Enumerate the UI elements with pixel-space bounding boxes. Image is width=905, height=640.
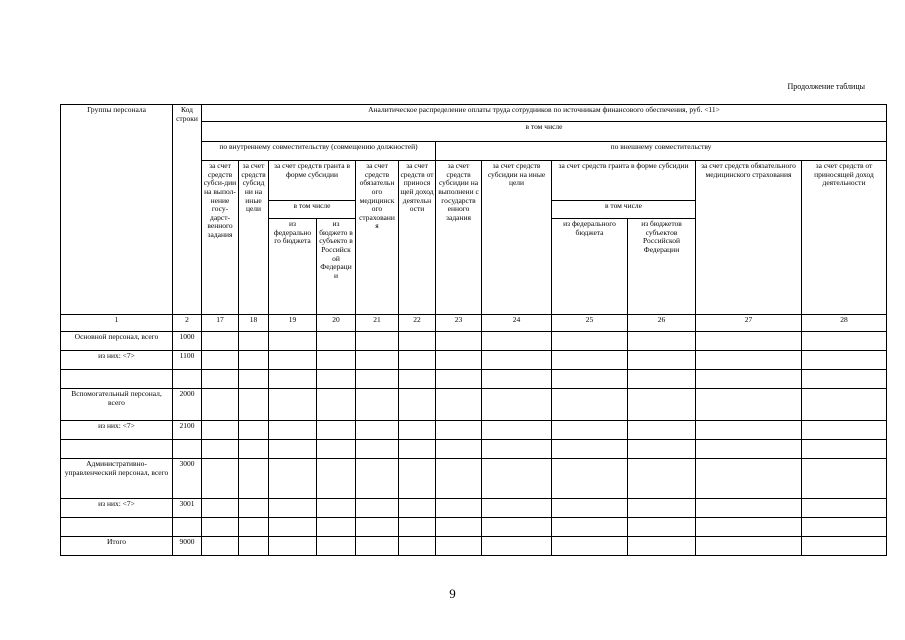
table-row (61, 389, 887, 421)
row-code: 1100 (173, 351, 202, 370)
colnum: 25 (552, 315, 628, 332)
table-row (61, 440, 887, 459)
row-label: из них: <7> (61, 351, 173, 370)
colnum: 22 (399, 315, 436, 332)
colnum: 20 (317, 315, 356, 332)
row-label: из них: <7> (61, 499, 173, 518)
colnum: 17 (202, 315, 239, 332)
colnum: 28 (802, 315, 887, 332)
row-label: Административно-управленческий персонал, всего (61, 459, 173, 499)
salary-distribution-table (60, 104, 887, 556)
colnum: 23 (436, 315, 482, 332)
column-number-row (61, 315, 887, 332)
row-code: 2100 (173, 421, 202, 440)
table-row (61, 370, 887, 389)
colnum: 19 (269, 315, 317, 332)
colnum: 1 (61, 315, 173, 332)
table-row (61, 332, 887, 351)
colnum: 18 (239, 315, 269, 332)
table-row (61, 351, 887, 370)
header-code: Код строки (173, 105, 202, 315)
colnum: 21 (356, 315, 399, 332)
header-grant-internal: за счет средств гранта в форме субсидии (269, 161, 356, 201)
header-col18: за счет средств субсид ни на иные цели (239, 161, 269, 315)
colnum: 26 (628, 315, 696, 332)
row-code: 1000 (173, 332, 202, 351)
table-row (61, 459, 887, 499)
row-label: Вспомогательный персонал, всего (61, 389, 173, 421)
header-groups: Группы персонала (61, 105, 173, 315)
header-col23: за счет средств субсидии на выполнени с государств енного задания (436, 161, 482, 315)
header-external: по внешнему совместительству (436, 142, 887, 161)
header-col17: за счет средств субси-дии на выпол-нение госу-дарст-венного задания (202, 161, 239, 315)
row-label: из них: <7> (61, 421, 173, 440)
header-including: в том числе (202, 122, 887, 142)
header-internal: по внутреннему совместительству (совмещению должностей) (202, 142, 436, 161)
header-main-title: Аналитическое распределение оплаты труда сотрудников по источникам финансового обеспечения, руб. <11> (202, 105, 887, 122)
header-col22: за счет средств от принося щей доход деятельн ости (399, 161, 436, 315)
header-col24: за счет средств субсидии на иные цели (482, 161, 552, 315)
header-col26: из бюджетов субъектов Российской Федерации (628, 219, 696, 315)
continuation-note: Продолжение таблицы (787, 82, 865, 91)
row-label: Итого (61, 537, 173, 556)
header-including-external: в том числе (552, 201, 696, 219)
colnum: 24 (482, 315, 552, 332)
header-col20: из бюджето в субъекто в Российск ой Федераци и (317, 219, 356, 315)
header-col21: за счет средств обязательн ого медицинск ого страховани я (356, 161, 399, 315)
table-row (61, 537, 887, 556)
header-grant-external: за счет средств гранта в форме субсидии (552, 161, 696, 201)
header-col25: из федерального бюджета (552, 219, 628, 315)
colnum: 2 (173, 315, 202, 332)
header-col27: за счет средств обязательного медицинского страхования (696, 161, 802, 315)
table-row (61, 421, 887, 440)
colnum: 27 (696, 315, 802, 332)
header-including-internal: в том числе (269, 201, 356, 219)
row-code: 2000 (173, 389, 202, 421)
table-row (61, 518, 887, 537)
page-number: 9 (449, 586, 456, 601)
row-code: 3000 (173, 459, 202, 499)
row-label: Основной персонал, всего (61, 332, 173, 351)
row-code: 9000 (173, 537, 202, 556)
header-col28: за счет средств от приносящей доход деятельности (802, 161, 887, 315)
row-code: 3001 (173, 499, 202, 518)
header-col19: из федерально го бюджета (269, 219, 317, 315)
table-row (61, 499, 887, 518)
